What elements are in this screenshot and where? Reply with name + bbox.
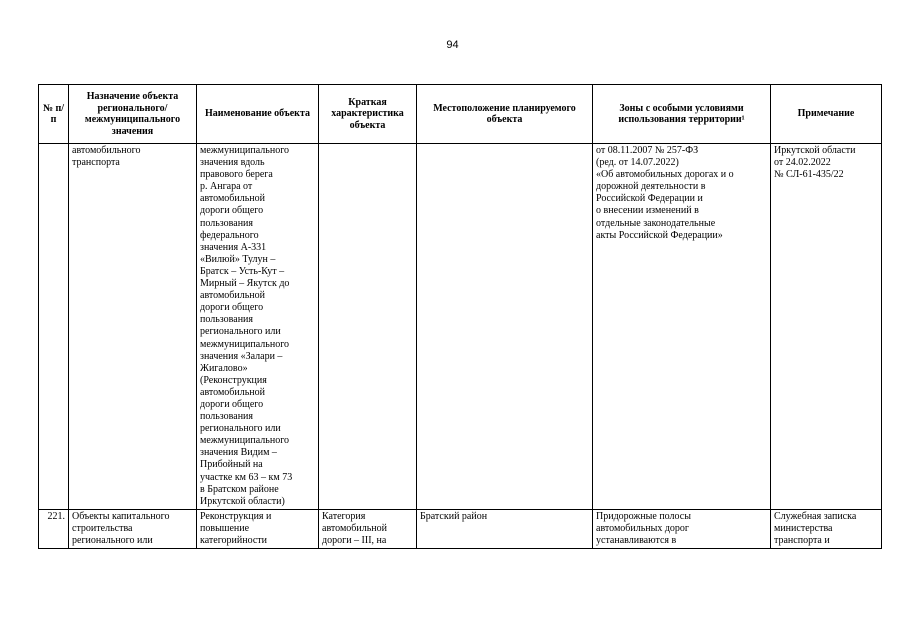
row-number — [39, 144, 69, 510]
row-characteristics: Категория автомобильной дороги – III, на — [319, 509, 417, 548]
row-note: Иркутской области от 24.02.2022 № СЛ-61-435/22 — [771, 144, 882, 510]
page-number: 94 — [446, 39, 459, 51]
objects-table — [38, 84, 882, 549]
row-purpose: Объекты капитального строительства регионального или — [69, 509, 197, 548]
row-number: 221. — [39, 509, 69, 548]
table-row — [39, 509, 882, 548]
table-row — [39, 144, 882, 510]
header-name: Наименование объекта — [197, 85, 319, 144]
table-header-row — [39, 85, 882, 144]
row-zones: Придорожные полосы автомобильных дорог устанавливаются в — [593, 509, 771, 548]
header-characteristics: Краткая характеристика объекта — [319, 85, 417, 144]
row-location — [417, 144, 593, 510]
row-purpose: автомобильного транспорта — [69, 144, 197, 510]
header-number: № п/п — [39, 85, 69, 144]
row-zones: от 08.11.2007 № 257-ФЗ (ред. от 14.07.2022) «Об автомобильных дорогах и о дорожной деятельности в Российской Федерации и о внесении изменений в отдельные законодательные акты Российской Федерации» — [593, 144, 771, 510]
row-note: Служебная записка министерства транспорта и — [771, 509, 882, 548]
row-name: Реконструкция и повышение категорийности — [197, 509, 319, 548]
header-purpose: Назначение объекта регионального/ межмуниципального значения — [69, 85, 197, 144]
row-characteristics — [319, 144, 417, 510]
row-name: межмуниципального значения вдоль правового берега р. Ангара от автомобильной дороги общего пользования федерального значения А-331 «Вилюй» Тулун – Братск – Усть-Кут – Мирный – Якутск до автомобильной дороги общего пользования регионального или межмуниципального значения «Залари – Жигалово» (Реконструкция автомобильной дороги общего пользования регионального или межмуниципального значения Видим – Прибойный на участке км 63 – км 73 в Братском районе Иркутской области) — [197, 144, 319, 510]
header-note: Примечание — [771, 85, 882, 144]
row-location: Братский район — [417, 509, 593, 548]
header-location: Местоположение планируемого объекта — [417, 85, 593, 144]
header-zones: Зоны с особыми условиями использования территории¹ — [593, 85, 771, 144]
